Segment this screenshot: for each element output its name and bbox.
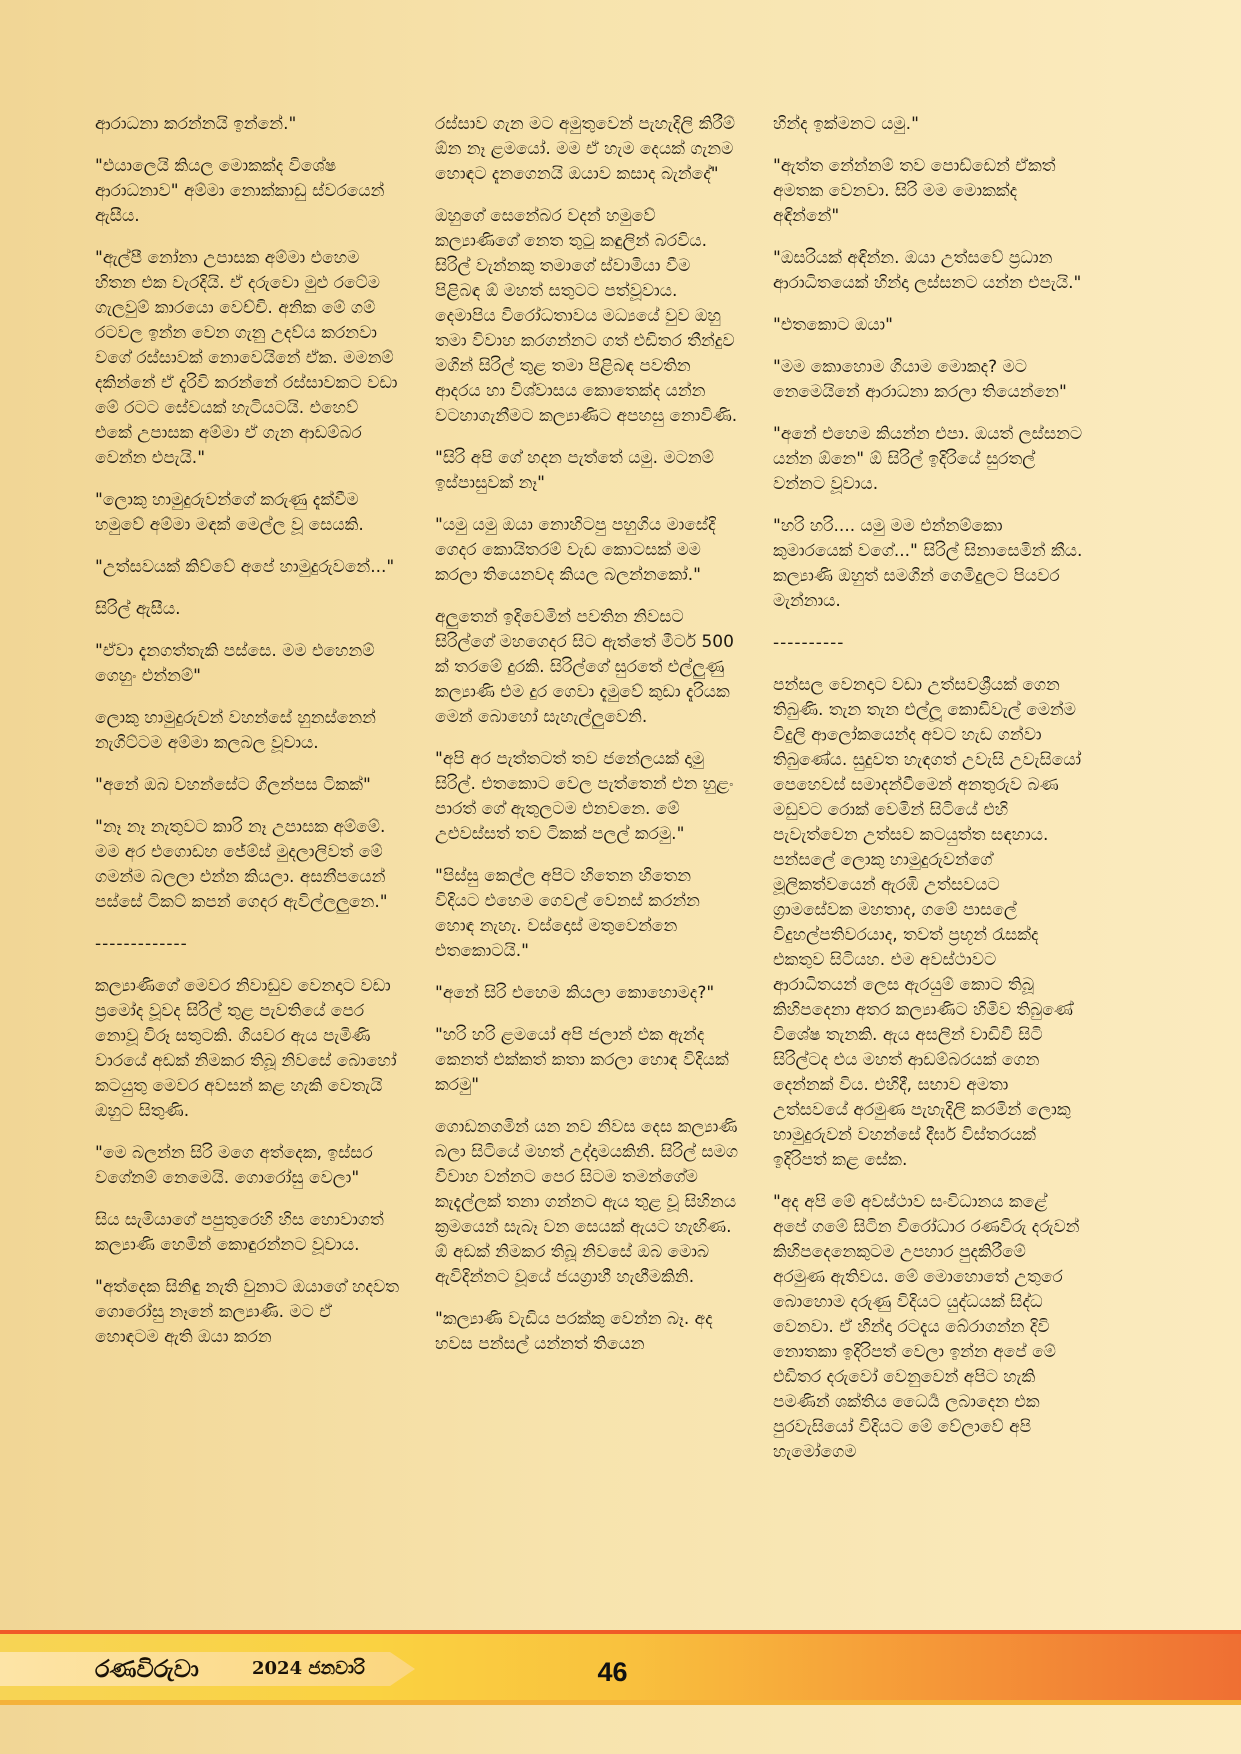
paragraph: "යමු යමු ඔයා නොහිටපු පහුගිය මාසේදි ගෙදර කොයිතරම් වැඩ කොටසක් මම කරලා තියෙනවද කියල බලන්නකෝ." (435, 515, 716, 585)
paragraph: "ඇත්ත නේන්නම් තව පොඩ්ඩෙන් ඒකත් අමතක වෙනවා. සිරි මම මොකක්ද අඳින්නේ" (773, 156, 1056, 226)
paragraph: "ඔසරියක් අඳින්න. ඔයා උත්සවේ ප්‍රධාන ආරාධිතයෙක් හින්දා ලස්සනට යන්න එපැයි." (773, 248, 1082, 293)
section-separator: ------------- (95, 934, 188, 954)
paragraph: "අපි අර පැත්තටත් තව ජනේලයක් දාමු සිරිල්. එතකොට වෙල පැත්තෙන් එන හුළං පාරත් ගේ ඇතුලටම එනවනෙ. මේ උළුවස්සත් තව ටිකක් පලල් කරමු." (435, 749, 734, 844)
paragraph: "කල්‍යාණි වැඩිය පරක්කු වෙන්න බෑ. අද හවස පන්සල් යන්නත් තියෙන (435, 1309, 713, 1354)
paragraph: අලුතෙන් ඉදිවෙමින් පවතින නිවසට සිරිල්ගේ මහගෙදර සිට ඇත්තේ මීටර් 500 ක් තරමේ දුරකි. සිරිල්ගේ සුරතේ එල්ලුණු කල්‍යාණි එම දුර ගෙවා දැමුවේ කුඩා දැරියක මෙන් බොහෝ සැහැල්ලුවෙනි. (435, 607, 734, 727)
paragraph: "අනේ එහෙම කියන්න එපා. ඔයත් ලස්සනට යන්න ඕනෙ" ඕ සිරිල් ඉදිරියේ සුරතල් වන්නට වූවාය. (773, 424, 1083, 494)
paragraph: "සිරි අපි ගේ හදන පැත්තේ යමු. මටනම් ඉස්පාසුවක් නෑ" (435, 448, 714, 493)
footer-top-stripe (0, 1630, 1241, 1634)
paragraph: ආරාධනා කරන්නයි ඉන්නේ." (95, 114, 297, 134)
paragraph: "අත්දෙක සිනිඳු නැති වුනාට ඔයාගේ හදවත ගොරෝසු නෑනේ කල්‍යාණි. මට ඒ හොඳටම ඇති ඔයා කරන (95, 1277, 400, 1347)
paragraph: "ලොකු හාමුදුරුවන්ගේ කරුණු දැක්වීම හමුවේ අම්මා මඳක් මෙල්ල වූ සෙයකි. (95, 490, 364, 535)
paragraph: "මම කොහොම ගියාම මොකද? මට නෙමෙයිනේ ආරාධනා කරලා තියෙන්නෙ" (773, 357, 1067, 402)
paragraph: "එතකොට ඔයා" (773, 315, 893, 335)
paragraph: "එයාලෙයි කියල මොකක්ද විශේෂ ආරාධනාව" අම්මා නොක්කාඩු ස්වරයෙන් ඇසීය. (95, 156, 385, 226)
paragraph: "නෑ නෑ නැතුවට කාරි නෑ උපාසක අම්මේ. මම අර එගොඩහ ජේම්ස් මුදලාලිවත් මේ ගමන්ම බලලා එන්න කියලා. අසනීපයෙන් පස්සේ ටිකට් කපන් ගෙදර ඇවිල්ලලුනෙ." (95, 817, 388, 912)
paragraph: කල්‍යාණිගේ මෙවර නිවාඩුව වෙනදාට වඩා ප්‍රමෝද වූවද සිරිල් තුළ පැවතියේ පෙර නොවූ විරූ සතුටකි. ගියවර ඇය පැමිණි වාරයේ අඩක් නිමකර තිබූ නිවසේ බොහෝ කටයුතු මෙවර අවසන් කළ හැකි වෙතැයි ඔහුට සිතුණි. (95, 976, 397, 1121)
paragraph: "හරි හරි.... යමු මම එන්නම්කො කුමාරයෙක් වගේ..." සිරිල් සිනාසෙමින් කීය. කල්‍යාණි ඔහුත් සමගින් ගෙමිදුලට පියවර මැන්නාය. (773, 516, 1083, 611)
paragraph: "උත්සවයක් කිව්වේ අපේ හාමුදුරුවනේ..." (95, 557, 395, 577)
paragraph: "අද අපි මේ අවස්ථාව සංවිධානය කළේ අපේ ගමේ සිටින විරෝධාර රණවිරු දරුවන් කිහිපදෙනෙකුටම උපහාර පුදකිරීමේ අරමුණ ඇතිවය. මේ මොහොතේ උතුරෙ බොහොම දරුණු විදියට යුද්ධයක් සිද්ධ වෙනවා. ඒ හින්දා රටදැය බේරාගන්න දිවි නොතකා ඉදිරිපත් වෙලා ඉන්න අපේ මේ එඩිතර දරුවෝ වෙනුවෙන් අපිට හැකි පමණින් ශක්තිය ධෛර්‍ය ලබාදෙන එක පුරවැසියෝ විදියට මේ වේලාවේ අපි හැමෝගෙම (773, 1192, 1080, 1462)
text-column-3 (773, 112, 1083, 1482)
paragraph: රස්සාව ගැන මට අමුතුවෙන් පැහැදිලි කිරීම් ඕන නෑ ළමයෝ. මම ඒ හැම දෙයක් ගැනම හොඳට දැනගෙනයි ඔයාව කසාද බැන්දේ" (435, 114, 735, 184)
paragraph: ලොකු හාමුදුරුවන් වහන්සේ හුනස්නෙන් නැගිට්ටම අම්මා කලබල වූවාය. (95, 708, 376, 753)
paragraph: පන්සල වෙනදාට වඩා උත්සවශ්‍රීයක් ගෙන තිබුණි. තැන තැන එල්ලූ කොඩිවැල් මෙන්ම විදුලි ආලෝකයෙන්ද අවට හැඩ ගන්වා තිබුණේය. සුදුවත හැඳගත් උවැසි උවැසියෝ පෙහෙවස් සමාදන්වීමෙන් අනතුරුව බණ මඩුවට රොක් වෙමින් සිටියේ එහි පැවැත්වෙන උත්සව කටයුත්ත සඳහාය. පන්සලේ ලොකු හාමුදුරුවන්ගේ මූලිකත්වයෙන් ඇරඹි උත්සවයට ග්‍රාමසේවක මහතාද, ගමේ පාසලේ විදුහල්පතිවරයාද, තවත් ප්‍රභූන් රැසක්ද එකතුව සිටියහ. එම අවස්ථාවට ආරාධිතයන් ලෙස ඇරයුම් කොට තිබූ කිහිපදෙනා අතර කල්‍යාණිට හිමිව තිබුණේ විශේෂ තැනකි. ඇය අසලින් වාඩිවී සිටි සිරිල්ටද එය මහත් ආඩම්බරයක් ගෙන දෙන්නක් විය. එහිදී, සභාව අමතා උත්සවයේ අරමුණ පැහැදිලි කරමින් ලොකු හාමුදුරුවන් වහන්සේ දීර්ඝ විස්තරයක් ඉදිරිපත් කළ සේක. (773, 675, 1082, 1170)
footer-bottom-stripe (0, 1700, 1241, 1705)
paragraph: "ඇල්පී නෝනා උපාසක අම්මා එහෙම හිතන එක වැරදියි. ඒ දරුවො මුළු රටේම ගැලවුම් කාරයො වෙච්චි. අනික මේ ගම් රටවල ඉන්න වෙන ගැනු උදව්ය කරනවා වගේ රස්සාවක් නොවෙයිනේ ඒක. මමනම් දකින්නේ ඒ දැරිවි කරන්නේ රස්සාවකට වඩා මේ රටට සේවයක් හැටියටයි. එහෙව් එකේ උපාසක අම්මා ඒ ගැන ආඩම්බර වෙන්න එපැයි." (95, 248, 398, 468)
text-column-2 (435, 112, 740, 1374)
issue-date: 2024 ජනවාරි (252, 1658, 365, 1679)
paragraph: "හරි හරි ළමයෝ අපි ජලාන් එක ඇන්ද කෙනත් එක්කත් කතා කරලා හොඳ විදියක් කරමු" (435, 1025, 729, 1095)
section-separator: ---------- (773, 633, 845, 653)
magazine-logo: රණවිරුවා (95, 1655, 199, 1683)
paragraph: සිය සැමියාගේ පපුතුරෙහි හිස හොවාගත් කල්‍යාණි හෙමින් කොඳුරන්නට වූවාය. (95, 1210, 384, 1255)
text-column-1 (95, 112, 400, 1367)
page-number: 46 (597, 1657, 628, 1687)
paragraph: ගොඩනගමින් යන නව නිවස දෙස කල්‍යාණි බලා සිටියේ මහත් උද්දාමයකිනි. සිරිල් සමග විවාහ වන්නට පෙර සිටම තමන්ගේම කැදැල්ලක් තනා ගන්නට ඇය තුළ වූ සිහිනය ක්‍රමයෙන් සැබෑ වන සෙයක් ඇයට හැඟිණ. ඕ අඩක් නිමකර තිබූ නිවසේ ඔබ මොබ ඇවිදින්නට වූයේ ජයග්‍රාහී හැඟීමකිනි. (435, 1117, 738, 1287)
paragraph: සිරිල් ඇසීය. (95, 599, 181, 619)
paragraph: "පිස්සු කෙල්ල අපිට හිතෙන හිතෙන විදියට එහෙම ගෙවල් වෙනස් කරන්න හොඳ නැහැ. වස්දොස් මතුවෙන්නෙ එතකොටයි." (435, 866, 700, 961)
paragraph: "අනේ සිරි එහෙම කියලා කොහොමද?" (435, 983, 715, 1003)
paragraph: හින්ද ඉක්මනට යමු." (773, 114, 919, 134)
paragraph: ඔහුගේ සෙනේබර වදන් හමුවේ කල්‍යාණිගේ නෙත තුටු කඳුලින් බරවිය. සිරිල් වැන්නකු තමාගේ ස්වාමියා වීම පිළිබඳ ඕ මහත් සතුටට පත්වූවාය. දෙමාපිය විරෝධතාවය මධ්‍යයේ වුව ඔහු තමා විවාහ කරගන්නට ගත් එඩිතර තීන්දුව මගින් සිරිල් තුළ තමා පිළිබඳ පවතින ආදරය හා විශ්වාසය කොතෙක්ද යන්න වටහාගැනීමට කල්‍යාණිට අපහසු නොවිණි. (435, 206, 738, 426)
paragraph: "මෙ බලන්න සිරි මගෙ අත්දෙක, ඉස්සර වගේනම් නෙමෙයි. ගොරෝසු වෙලා" (95, 1143, 373, 1188)
paragraph: "අනේ ඔබ වහන්සේට ගිලන්පස ටිකක්" (95, 775, 371, 795)
paragraph: "ඒවා දැනගත්තැකි පස්සෙ. මම එහෙනම් ගෙහුං එන්නම්" (95, 641, 375, 686)
